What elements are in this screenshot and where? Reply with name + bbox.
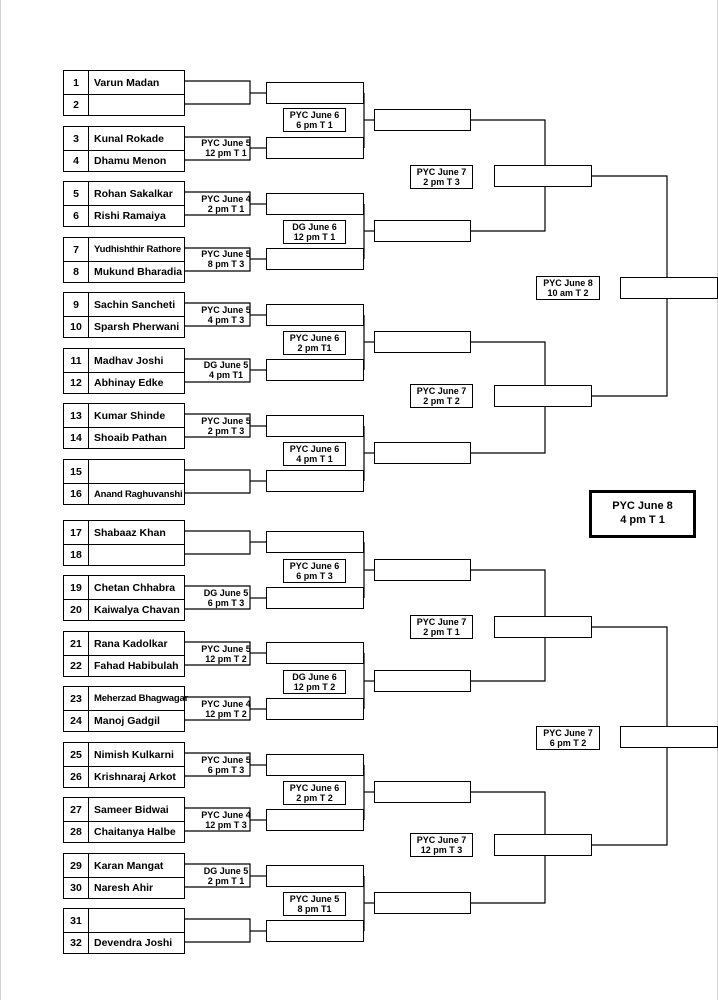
match-8-players (63, 459, 185, 505)
schedule-line: DG June 5 (203, 866, 249, 876)
schedule-line: PYC June 5 (201, 416, 251, 426)
player-slot (64, 854, 184, 878)
round2-winner-box (374, 220, 471, 242)
seed-number: 1 (64, 71, 89, 94)
round2-winner-box (374, 442, 471, 464)
player-slot (64, 743, 184, 767)
match-16-players (63, 908, 185, 954)
match-4-players (63, 237, 185, 283)
seed-number: 7 (64, 238, 89, 261)
seed-number: 5 (64, 182, 89, 205)
player-slot (64, 261, 184, 283)
round4-winner-box (620, 277, 718, 299)
round2-schedule-label (283, 331, 346, 355)
schedule-line: PYC June 5 (289, 894, 340, 904)
schedule-line: PYC June 6 (289, 783, 340, 793)
player-slot (64, 821, 184, 843)
round2-winner-box (374, 109, 471, 131)
schedule-line: 2 pm T 1 (207, 204, 245, 214)
final-schedule-line: 4 pm T 1 (620, 514, 665, 526)
round3-schedule-label (410, 615, 473, 639)
schedule-line: 12 pm T 2 (205, 654, 247, 664)
round2-schedule-label (283, 442, 346, 466)
round1-winner-box (266, 587, 364, 609)
seed-number: 29 (64, 854, 89, 877)
schedule-line: PYC June 5 (201, 138, 251, 148)
match-11-players (63, 631, 185, 677)
seed-number: 15 (64, 460, 89, 483)
match-12-players (63, 686, 189, 732)
player-slot (64, 293, 184, 317)
round2-schedule-label (283, 892, 346, 916)
round1-winner-box (266, 359, 364, 381)
schedule-line: 12 pm T 2 (293, 682, 336, 692)
round3-schedule-label (410, 165, 473, 189)
round1-schedule-label (186, 754, 266, 778)
player-slot (64, 316, 184, 338)
player-slot (64, 798, 184, 822)
round3-schedule-label (410, 833, 473, 857)
player-name: Anand Raghuvanshi (94, 488, 183, 500)
round4-schedule-label (536, 726, 600, 750)
round2-schedule-label (283, 220, 346, 244)
player-slot (64, 94, 184, 116)
player-name: Mukund Bharadia (94, 266, 183, 278)
round1-winner-box (266, 82, 364, 104)
player-name: Nimish Kulkarni (94, 748, 174, 761)
seed-number: 25 (64, 743, 89, 766)
schedule-line: PYC June 6 (289, 110, 340, 120)
player-slot (64, 710, 184, 732)
player-slot (64, 349, 184, 373)
schedule-line: 12 pm T 2 (205, 709, 247, 719)
seed-number: 30 (64, 877, 89, 899)
seed-number: 23 (64, 687, 89, 710)
player-slot (64, 687, 189, 711)
round3-winner-box (494, 616, 592, 638)
seed-number: 22 (64, 655, 89, 677)
seed-number: 6 (64, 205, 89, 227)
schedule-line: 6 pm T 2 (549, 738, 587, 748)
player-slot (64, 182, 184, 206)
round2-winner-box (374, 892, 471, 914)
player-name: Chaitanya Halbe (94, 826, 176, 838)
match-3-players (63, 181, 185, 227)
schedule-line: 10 am T 2 (547, 288, 589, 298)
player-slot (64, 404, 184, 428)
schedule-line: PYC June 7 (543, 728, 593, 738)
seed-number: 16 (64, 483, 89, 505)
match-9-players (63, 520, 185, 566)
schedule-line: PYC June 7 (416, 386, 467, 396)
player-name: Devendra Joshi (94, 937, 173, 949)
seed-number: 21 (64, 632, 89, 655)
seed-number: 24 (64, 710, 89, 732)
player-slot (64, 483, 184, 505)
player-name: Naresh Ahir (94, 882, 154, 894)
round2-winner-box (374, 781, 471, 803)
seed-number: 2 (64, 94, 89, 116)
round1-winner-box (266, 698, 364, 720)
schedule-line: PYC June 8 (543, 278, 593, 288)
schedule-line: 2 pm T 3 (423, 177, 460, 187)
seed-number: 10 (64, 316, 89, 338)
match-6-players (63, 348, 185, 394)
round1-winner-box (266, 248, 364, 270)
schedule-line: 12 pm T 1 (293, 232, 336, 242)
round1-winner-box (266, 754, 364, 776)
schedule-line: PYC June 5 (201, 644, 251, 654)
seed-number: 12 (64, 372, 89, 394)
round1-schedule-label (186, 698, 266, 722)
seed-number: 8 (64, 261, 89, 283)
player-name (94, 909, 184, 932)
round1-winner-box (266, 470, 364, 492)
round1-schedule-label (186, 415, 266, 439)
schedule-line: PYC June 7 (416, 835, 467, 845)
schedule-line: PYC June 4 (201, 194, 251, 204)
match-2-players (63, 126, 185, 172)
round1-schedule-label (186, 193, 266, 217)
player-slot (64, 127, 184, 151)
seed-number: 27 (64, 798, 89, 821)
round1-schedule-label (186, 359, 266, 383)
schedule-line: PYC June 7 (416, 167, 467, 177)
seed-number: 13 (64, 404, 89, 427)
player-slot (64, 238, 184, 262)
schedule-line: 12 pm T 3 (420, 845, 463, 855)
round3-schedule-label (410, 384, 473, 408)
seed-number: 14 (64, 427, 89, 449)
round1-winner-box (266, 865, 364, 887)
player-name: Varun Madan (94, 76, 160, 89)
round1-schedule-label (186, 248, 266, 272)
round2-schedule-label (283, 108, 346, 132)
match-10-players (63, 575, 185, 621)
player-slot (64, 427, 184, 449)
player-slot (64, 71, 184, 95)
player-slot (64, 632, 184, 656)
schedule-line: 8 pm T 3 (207, 259, 245, 269)
schedule-line: 2 pm T 2 (296, 793, 333, 803)
round2-schedule-label (283, 781, 346, 805)
round1-winner-box (266, 304, 364, 326)
schedule-line: 4 pm T 3 (207, 315, 245, 325)
schedule-line: PYC June 5 (201, 249, 251, 259)
round1-schedule-label (186, 809, 266, 833)
player-slot (64, 909, 184, 933)
match-13-players (63, 742, 185, 788)
schedule-line: PYC June 4 (201, 699, 251, 709)
match-15-players (63, 853, 185, 899)
seed-number: 3 (64, 127, 89, 150)
player-name: Sachin Sancheti (94, 298, 176, 311)
round2-schedule-label (283, 559, 346, 583)
round1-winner-box (266, 137, 364, 159)
seed-number: 19 (64, 576, 89, 599)
schedule-line: DG June 6 (292, 672, 337, 682)
player-slot (64, 599, 184, 621)
seed-number: 4 (64, 150, 89, 172)
round1-winner-box (266, 193, 364, 215)
schedule-line: 2 pm T 3 (207, 426, 245, 436)
player-name: Shabaaz Khan (94, 526, 166, 539)
round2-winner-box (374, 670, 471, 692)
round1-schedule-label (186, 865, 266, 889)
schedule-line: PYC June 6 (289, 444, 340, 454)
schedule-line: 6 pm T 1 (296, 120, 333, 130)
schedule-line: DG June 5 (203, 360, 249, 370)
schedule-line: PYC June 5 (201, 755, 251, 765)
final-schedule-line: PYC June 8 (612, 500, 673, 512)
schedule-line: 6 pm T 3 (207, 598, 245, 608)
player-name: Madhav Joshi (94, 354, 164, 367)
player-name: Krishnaraj Arkot (94, 771, 176, 783)
seed-number: 18 (64, 544, 89, 566)
player-name: Rishi Ramaiya (94, 210, 166, 222)
schedule-line: 12 pm T 3 (205, 820, 247, 830)
schedule-line: 2 pm T1 (297, 343, 332, 353)
seed-number: 9 (64, 293, 89, 316)
round2-schedule-label (283, 670, 346, 694)
round2-winner-box (374, 331, 471, 353)
schedule-line: 4 pm T1 (208, 370, 243, 380)
match-14-players (63, 797, 185, 843)
player-name: Rohan Sakalkar (94, 187, 173, 200)
round1-winner-box (266, 809, 364, 831)
player-name: Kumar Shinde (94, 409, 166, 422)
player-name: Kunal Rokade (94, 132, 165, 145)
schedule-line: PYC June 6 (289, 561, 340, 571)
round1-schedule-label (186, 643, 266, 667)
schedule-line: DG June 5 (203, 588, 249, 598)
round1-schedule-label (186, 587, 266, 611)
player-name: Meherzad Bhagwagar (94, 693, 189, 704)
seed-number: 31 (64, 909, 89, 932)
match-5-players (63, 292, 185, 338)
round4-winner-box (620, 726, 718, 748)
player-name: Karan Mangat (94, 859, 164, 872)
player-slot (64, 150, 184, 172)
player-slot (64, 655, 184, 677)
schedule-line: PYC June 5 (201, 305, 251, 315)
seed-number: 32 (64, 932, 89, 954)
seed-number: 26 (64, 766, 89, 788)
round1-schedule-label (186, 304, 266, 328)
seed-number: 28 (64, 821, 89, 843)
seed-number: 17 (64, 521, 89, 544)
player-name: Dhamu Menon (94, 155, 167, 167)
round3-winner-box (494, 385, 592, 407)
player-name (94, 544, 184, 566)
round3-winner-box (494, 165, 592, 187)
round4-schedule-label (536, 276, 600, 300)
schedule-line: 8 pm T1 (297, 904, 332, 914)
player-slot (64, 521, 184, 545)
schedule-line: DG June 6 (292, 222, 337, 232)
round3-winner-box (494, 834, 592, 856)
player-name: Sameer Bidwai (94, 803, 169, 816)
player-slot (64, 576, 184, 600)
round2-winner-box (374, 559, 471, 581)
schedule-line: 2 pm T 1 (207, 876, 245, 886)
player-name: Kaiwalya Chavan (94, 604, 180, 616)
schedule-line: 2 pm T 2 (423, 396, 460, 406)
schedule-line: PYC June 6 (289, 333, 340, 343)
seed-number: 20 (64, 599, 89, 621)
seed-number: 11 (64, 349, 89, 372)
round1-winner-box (266, 642, 364, 664)
schedule-line: PYC June 4 (201, 810, 251, 820)
schedule-line: 6 pm T 3 (296, 571, 333, 581)
round1-winner-box (266, 920, 364, 942)
player-name: Abhinay Edke (94, 377, 164, 389)
player-slot (64, 544, 184, 566)
schedule-line: 6 pm T 3 (207, 765, 245, 775)
player-name: Sparsh Pherwani (94, 321, 180, 333)
player-name: Shoaib Pathan (94, 432, 167, 444)
player-name: Manoj Gadgil (94, 715, 160, 727)
player-name (94, 460, 184, 483)
round1-winner-box (266, 531, 364, 553)
player-slot (64, 877, 184, 899)
match-7-players (63, 403, 185, 449)
player-name: Fahad Habibulah (94, 660, 179, 672)
player-name: Chetan Chhabra (94, 581, 176, 594)
round1-winner-box (266, 415, 364, 437)
player-slot (64, 372, 184, 394)
player-name: Yudhishthir Rathore (94, 244, 181, 255)
player-slot (64, 460, 184, 484)
schedule-line: 2 pm T 1 (423, 627, 460, 637)
player-slot (64, 205, 184, 227)
player-slot (64, 766, 184, 788)
final-schedule-box (589, 490, 696, 538)
player-name (94, 94, 184, 116)
schedule-line: 4 pm T 1 (296, 454, 333, 464)
player-name: Rana Kadolkar (94, 637, 168, 650)
match-1-players (63, 70, 185, 116)
schedule-line: PYC June 7 (416, 617, 467, 627)
schedule-line: 12 pm T 1 (205, 148, 247, 158)
player-slot (64, 932, 184, 954)
round1-schedule-label (186, 137, 266, 161)
